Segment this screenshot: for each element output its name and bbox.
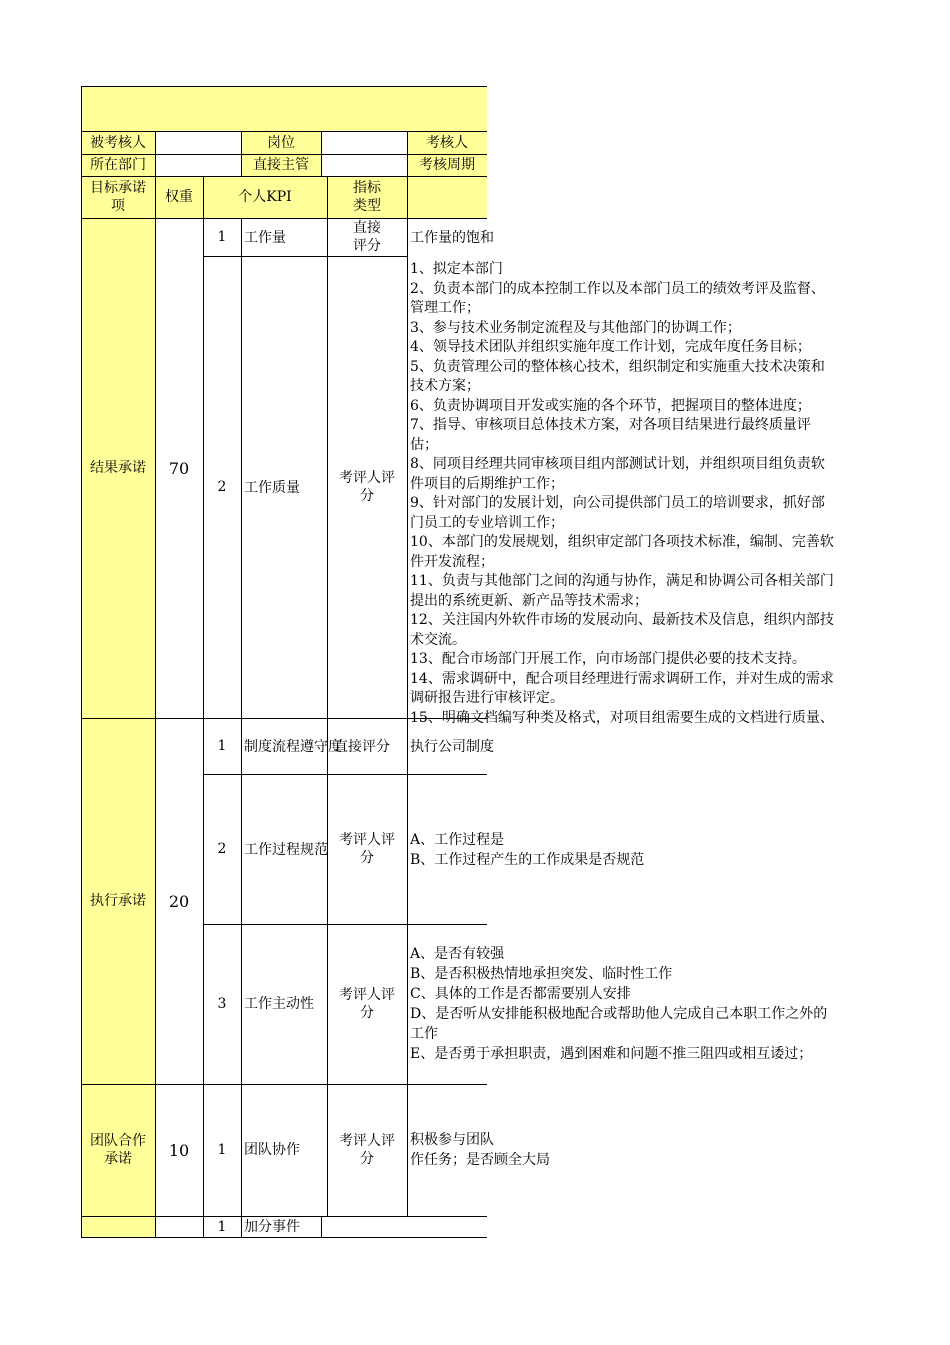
execution-item-3-type: 考评人评 分 [339,987,395,1021]
team-item-1-no: 1 [217,1142,227,1158]
reviewee-value-field[interactable] [155,131,241,154]
team-item-1-type: 考评人评 分 [339,1133,395,1167]
supervisor-label: 直接主管 [253,157,309,173]
result-item-2-type: 考评人评 分 [339,470,395,504]
execution-section-name: 执行承诺 [90,893,146,909]
period-label: 考核周期 [419,157,475,173]
position-label: 岗位 [267,134,295,151]
department-label: 所在部门 [90,157,146,173]
team-section-name: 团队合作 承诺 [90,1133,146,1167]
result-item-1-no: 1 [217,229,227,245]
reviewee-label: 被考核人 [90,134,146,151]
execution-item-1-kpi: 制度流程遵守度 [244,739,342,755]
column-header-commitment: 目标承诺 项 [90,180,146,214]
execution-item-1-desc: 执行公司制度 [410,739,494,755]
execution-item-3-kpi: 工作主动性 [244,996,314,1012]
execution-item-1-type: 直接评分 [334,739,390,755]
result-item-2-desc: 1、拟定本部门 2、负责本部门的成本控制工作以及本部门员工的绩效考评及监督、 管理工作； 3、参与技术业务制定流程及与其他部门的协调工作； 4、领导技术团队并组织实施年度工作计划，完成年度任务目标； 5、负责管理公司的整体核心技术，组织制定和实施重大技术决策和 技术方案； 6、负责协调项目开发或实施的各个环节，把握项目的整体进度； 7、指导、审核项目总体技术方案，对各项目结果进行最终质量评 估； 8、同项目经理共同审核项目组内部测试计划，并组织项目组负责软 件项目的后期维护工作； 9、针对部门的发展计划，向公司提供部门员工的培训要求，抓好部 门员工的专业培训工作； 10、本部门的发展规划，组织审定部门各项技术标准，编制、完善软 件开发流程； 11、负责与其他部门之间的沟通与协作，满足和协调公司各相关部门 提出的系统更新、新产品等技术需求； 12、关注国内外软件市场的发展动向、最新技术及信息，组织内部技 术交流。 13、配合市场部门开展工作，向市场部门提供必要的技术支持。 14、需求调研中，配合项目经理进行需求调研工作，并对生成的需求 调研报告进行审核评定。 15、明确文档编写种类及格式，对项目组需要生成的文档进行质量、 [410,261,834,726]
department-value-field[interactable] [155,154,241,176]
execution-item-1-no: 1 [217,738,227,754]
column-header-type: 指标 类型 [353,180,381,214]
bonus-item-1-kpi: 加分事件 [244,1219,300,1235]
bonus-item-1-no: 1 [217,1219,227,1235]
execution-item-2-kpi: 工作过程规范 [244,842,328,858]
reviewer-label: 考核人 [426,134,468,151]
supervisor-value-field[interactable] [321,154,407,176]
position-value-field[interactable] [321,131,407,154]
result-item-1-type: 直接 评分 [353,220,381,254]
execution-section-weight: 20 [168,891,190,911]
result-item-2-kpi: 工作质量 [244,480,300,496]
team-item-1-desc: 积极参与团队 作任务；是否顾全大局 [410,1132,550,1168]
execution-item-2-type: 考评人评 分 [339,832,395,866]
execution-item-3-no: 3 [217,996,227,1012]
bonus-section-cell [81,1216,155,1238]
result-item-1-desc: 工作量的饱和 [410,230,494,246]
result-section-name: 结果承诺 [90,460,146,476]
title-banner [81,87,487,131]
result-item-1-kpi: 工作量 [244,230,286,246]
team-section-weight: 10 [168,1140,190,1160]
execution-item-3-desc: A、是否有较强 B、是否积极热情地承担突发、临时性工作 C、具体的工作是否都需要别人安排 D、是否听从安排能积极地配合或帮助他人完成自己本职工作之外的 工作 E、是否勇于承担职责，遇到困难和问题不推三阻四或相互诿过； [410,946,828,1062]
result-item-2-no: 2 [217,479,227,495]
execution-item-2-no: 2 [217,841,227,857]
team-item-1-kpi: 团队协作 [244,1142,300,1158]
column-header-weight: 权重 [165,189,193,205]
column-header-kpi: 个人KPI [238,189,292,205]
execution-item-2-desc: A、工作过程是 B、工作过程产生的工作成果是否规范 [410,832,645,868]
result-section-weight: 70 [168,458,190,478]
